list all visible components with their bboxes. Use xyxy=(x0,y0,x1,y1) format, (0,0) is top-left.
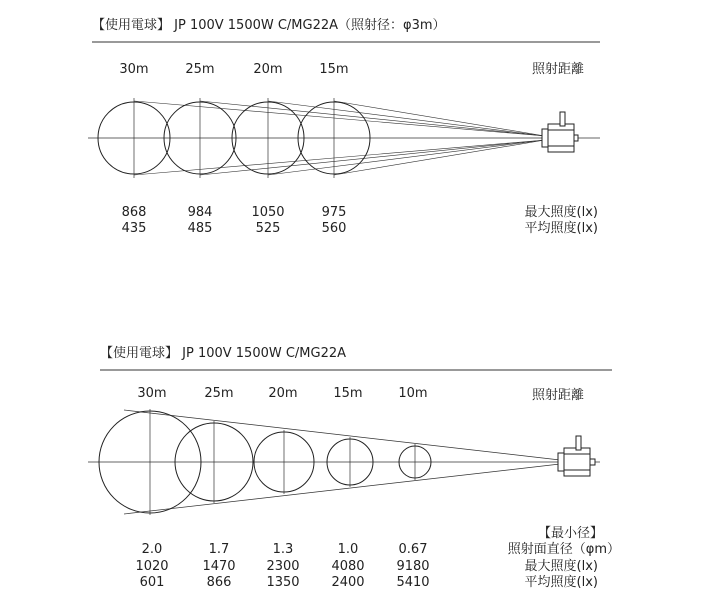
top-max-20m: 1050 xyxy=(251,205,285,220)
bottom-distance-15m: 15m xyxy=(333,386,363,401)
top-avg-20m: 525 xyxy=(255,221,281,236)
bottom-avg-20m: 1350 xyxy=(266,575,300,590)
bottom-diameter-10m: 0.67 xyxy=(398,542,428,557)
bottom-diameter-15m: 1.0 xyxy=(337,542,359,557)
bottom-distance-label: 照射距離 xyxy=(531,388,585,403)
bottom-avg-15m: 2400 xyxy=(331,575,365,590)
top-light-fixture-icon xyxy=(542,112,578,152)
top-distance-20m: 20m xyxy=(253,62,283,77)
top-avg-label: 平均照度(lx) xyxy=(524,221,598,236)
top-distance-15m: 15m xyxy=(319,62,349,77)
top-avg-30m: 435 xyxy=(121,221,147,236)
bottom-light-fixture-icon xyxy=(558,436,595,476)
bottom-max-15m: 4080 xyxy=(331,559,365,574)
bottom-max-25m: 1470 xyxy=(202,559,236,574)
top-max-15m: 975 xyxy=(321,205,347,220)
top-avg-25m: 485 xyxy=(187,221,213,236)
bottom-diameter-label: 照射面直径（φm） xyxy=(507,542,620,557)
bottom-diameter-30m: 2.0 xyxy=(141,542,163,557)
bottom-max-label: 最大照度(lx) xyxy=(524,559,598,574)
top-max-30m: 868 xyxy=(121,205,147,220)
bottom-header: 【使用電球】 JP 100V 1500W C/MG22A xyxy=(100,346,347,361)
bottom-distance-10m: 10m xyxy=(398,386,428,401)
bottom-max-10m: 9180 xyxy=(396,559,430,574)
bottom-min-diameter-label: 【最小径】 xyxy=(537,526,603,541)
top-distance-label: 照射距離 xyxy=(531,62,585,77)
bottom-avg-label: 平均照度(lx) xyxy=(524,575,598,590)
bottom-max-30m: 1020 xyxy=(135,559,169,574)
bottom-distance-30m: 30m xyxy=(137,386,167,401)
top-distance-30m: 30m xyxy=(119,62,149,77)
top-max-25m: 984 xyxy=(187,205,213,220)
bottom-distance-25m: 25m xyxy=(204,386,234,401)
bottom-avg-10m: 5410 xyxy=(396,575,430,590)
bottom-diameter-20m: 1.3 xyxy=(272,542,294,557)
bottom-max-20m: 2300 xyxy=(266,559,300,574)
top-avg-15m: 560 xyxy=(321,221,347,236)
bottom-avg-30m: 601 xyxy=(139,575,165,590)
bottom-diameter-25m: 1.7 xyxy=(208,542,230,557)
top-distance-25m: 25m xyxy=(185,62,215,77)
top-max-label: 最大照度(lx) xyxy=(524,205,598,220)
bottom-distance-20m: 20m xyxy=(268,386,298,401)
top-header: 【使用電球】 JP 100V 1500W C/MG22A（照射径：φ3m） xyxy=(92,18,446,33)
bottom-avg-25m: 866 xyxy=(206,575,232,590)
bottom-diagram xyxy=(88,345,620,590)
top-diagram xyxy=(88,17,600,236)
